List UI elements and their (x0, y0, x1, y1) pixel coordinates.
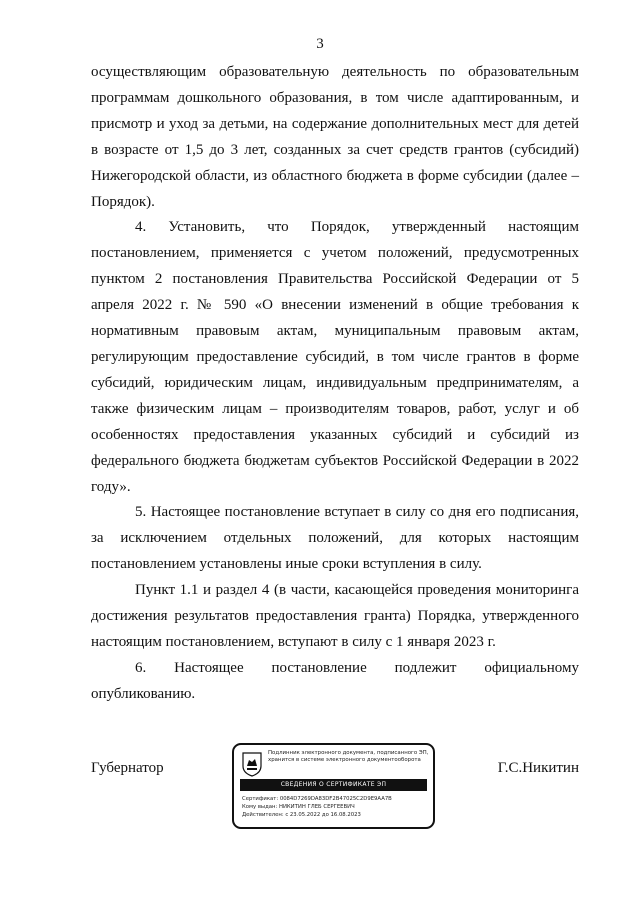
signatory-title: Губернатор (91, 760, 164, 776)
page-number: 3 (316, 36, 324, 52)
electronic-signature-stamp (232, 743, 435, 829)
paragraph-effective-date: Пункт 1.1 и раздел 4 (в части, касающейся проведения мониторинга достижения результатов предоставления гранта) Порядка, утвержденного настоящим постановлением, вступают в силу с 1 января 2023 г. (91, 582, 579, 650)
stamp-details (242, 796, 430, 819)
paragraph-item-6: 6. Настоящее постановление подлежит официальному опубликованию. (91, 659, 579, 702)
document-body (91, 60, 579, 708)
coat-of-arms-icon (241, 751, 263, 777)
paragraph-item-5: 5. Настоящее постановление вступает в силу со дня его подписания, за исключением отдельных положений, для которых настоящим постановлением установлены иные сроки вступления в силу. (91, 504, 579, 573)
stamp-banner: СВЕДЕНИЯ О СЕРТИФИКАТЕ ЭП (240, 779, 427, 791)
paragraph-continuation: осуществляющим образовательную деятельность по образовательным программам дошкольного образования, в том числе адаптированным, и присмотр и уход за детьми, на содержание дополнительных мест для детей в возрасте от 1,5 до 3 лет, созданных за счет средств грантов (субсидий) Нижегородской области, из областного бюджета в форме субсидии (далее – Порядок). (91, 64, 579, 210)
stamp-caption: Подлинник электронного документа, подписанного ЭП, хранится в системе электронного документооборота (268, 750, 429, 763)
signatory-name: Г.С.Никитин (497, 760, 579, 776)
stamp-certificate: Сертификат: 0084D7269DA83DF2B47025C2D9E9AA7B (242, 796, 392, 802)
stamp-owner: Кому выдан: НИКИТИН ГЛЕБ СЕРГЕЕВИЧ (242, 803, 355, 810)
stamp-validity: Действителен: с 23.05.2022 до 16.08.2023 (242, 811, 361, 818)
paragraph-item-4: 4. Установить, что Порядок, утвержденный настоящим постановлением, применяется с учетом положений, предусмотренных пунктом 2 постановления Правительства Российской Федерации от 5 апреля 2022 г. № 590 «О внесении изменений в общие требования к нормативным правовым актам, муниципальным правовым актам, регулирующим предоставление субсидий, в том числе грантов в форме субсидий, юридическим лицам, индивидуальным предпринимателям, а также физическим лицам – производителям товаров, работ, услуг и об особенностях предоставления указанных субсидий и субсидий из федерального бюджета бюджетам субъектов Российской Федерации в 2022 году». (91, 219, 579, 495)
